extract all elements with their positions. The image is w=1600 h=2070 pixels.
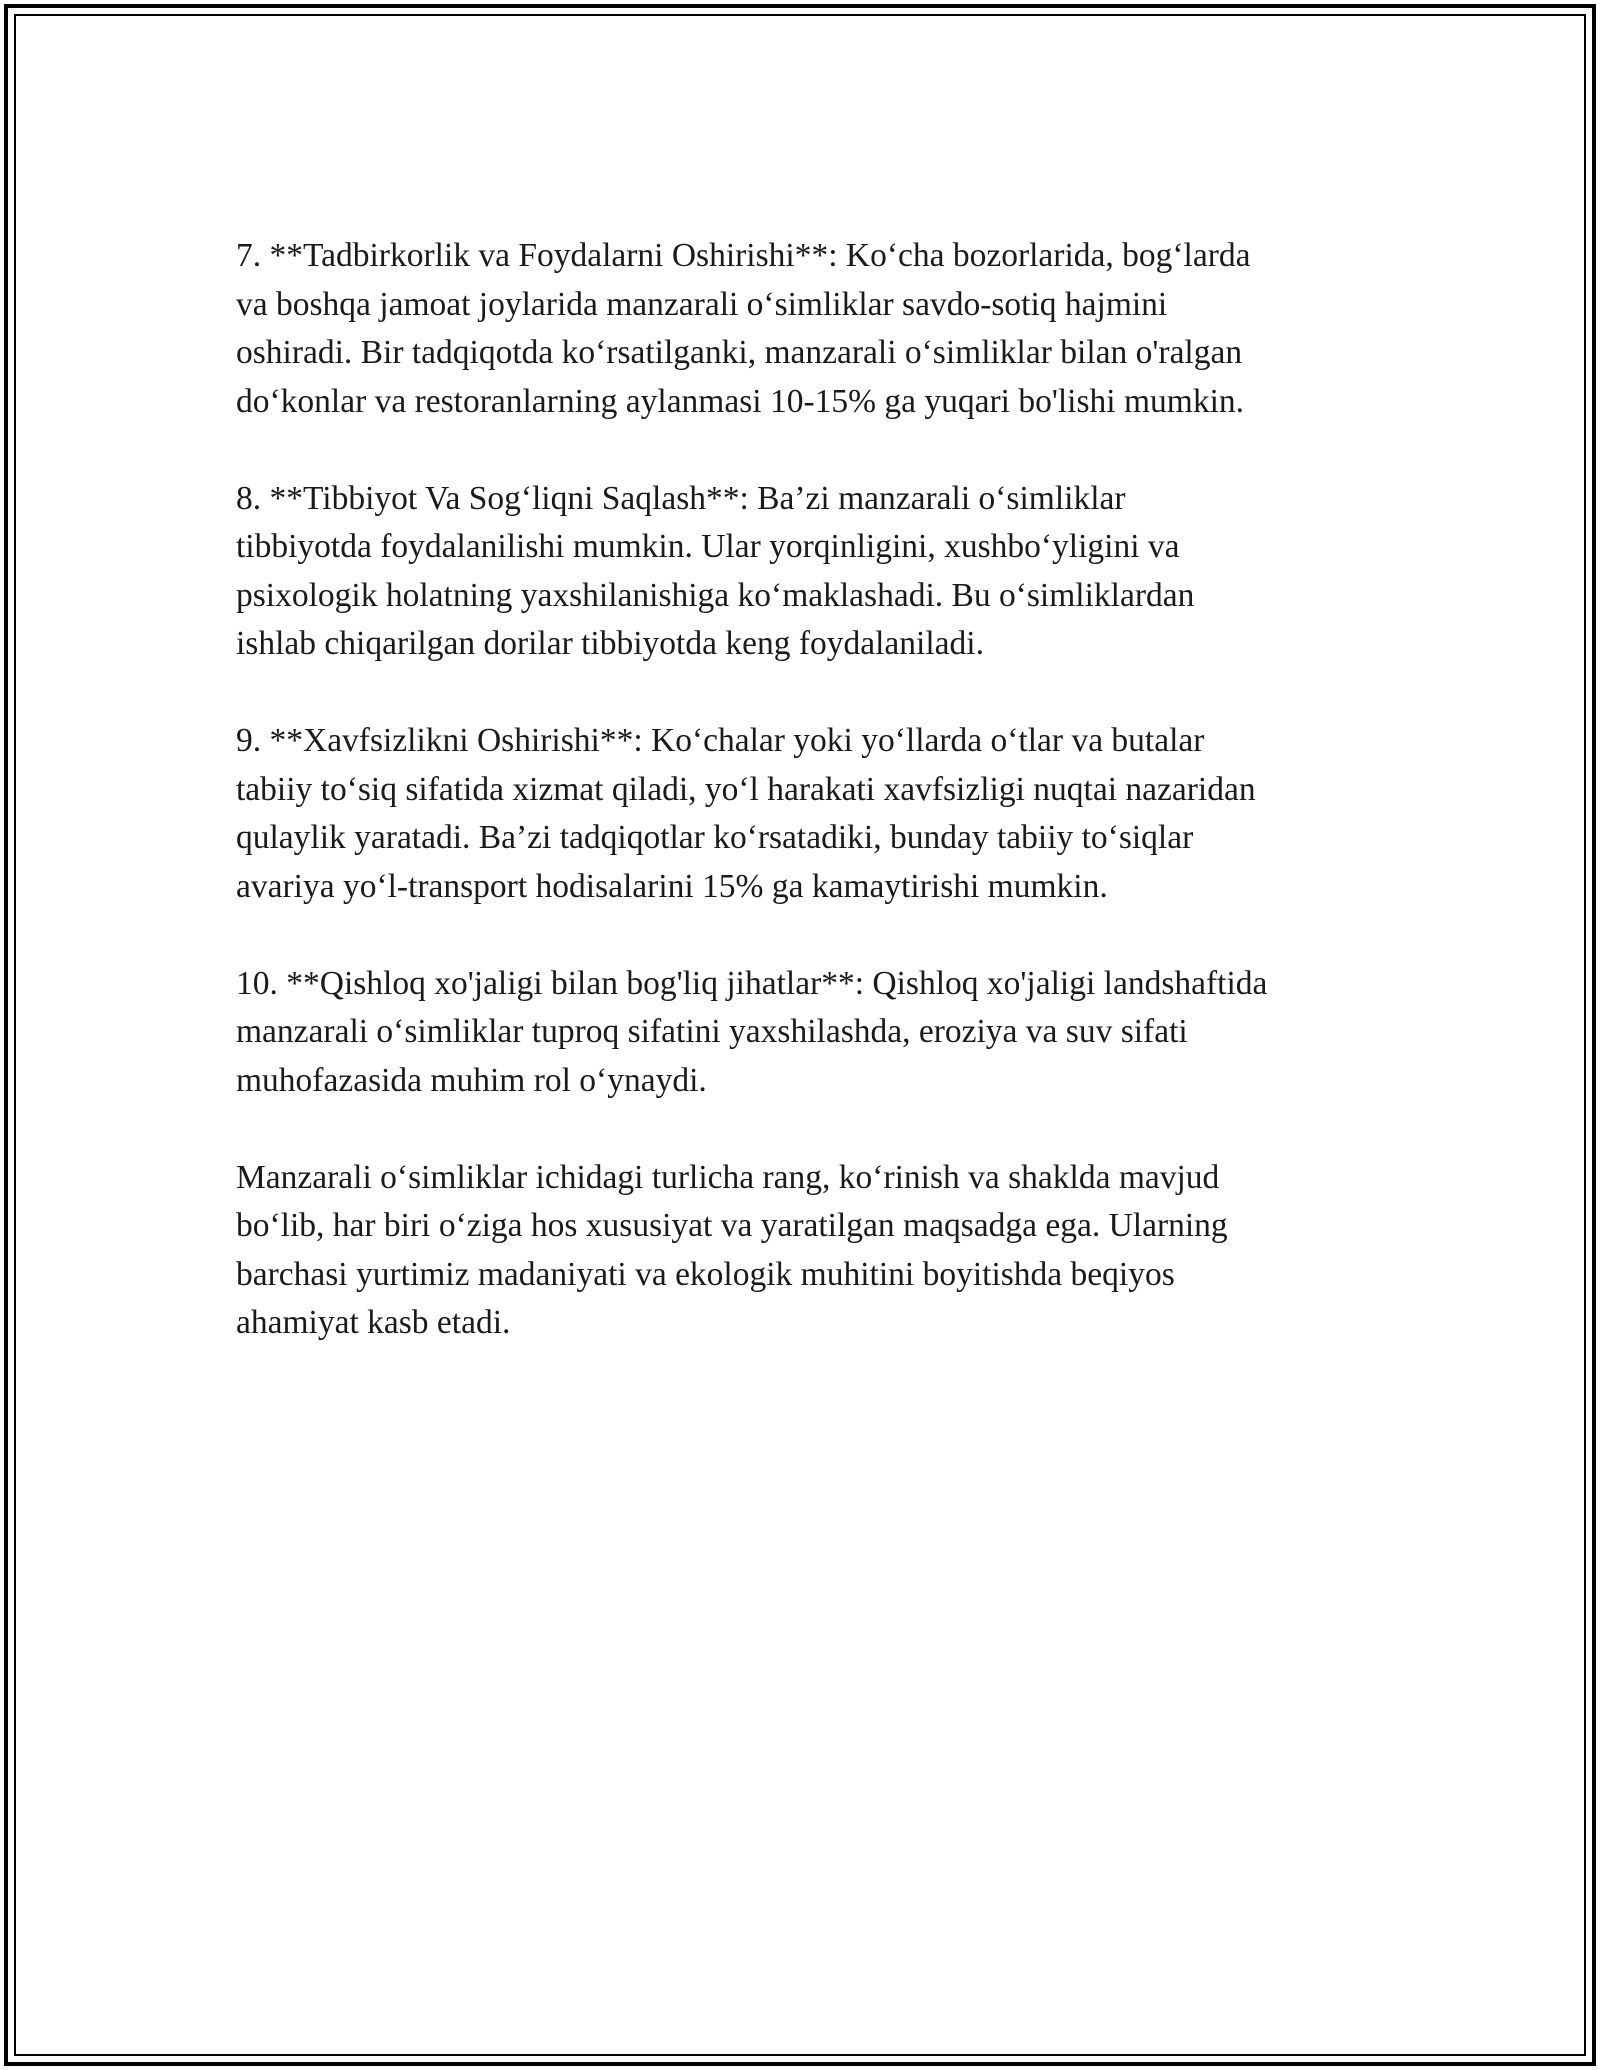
text-line: ishlab chiqarilgan dorilar tibbiyotda keng foydalaniladi. [236,625,984,662]
text-line: barchasi yurtimiz madaniyati va ekologik muhitini boyitishda beqiyos [236,1255,1175,1293]
text-line: 7. **Tadbirkorlik va Foydalarni Oshirishi**: Ko‘cha bozorlarida, bog‘larda [236,237,1251,274]
text-line: tabiiy to‘siq sifatida xizmat qiladi, yo‘l harakati xavfsizligi nuqtai nazaridan [236,770,1256,808]
text-line: do‘konlar va restoranlarning aylanmasi 10-15% ga yuqari bo'lishi mumkin. [236,382,1245,420]
text-line: Manzarali o‘simliklar ichidagi turlicha rang, ko‘rinish va shaklda mavjud [236,1158,1220,1196]
text-line: 9. **Xavfsizlikni Oshirishi**: Ko‘chalar yoki yo‘llarda o‘tlar va butalar [236,722,1205,759]
paragraph-conclusion [236,1154,1376,1348]
document-body [236,232,1376,1396]
text-line: psixologik holatning yaxshilanishiga ko‘maklashadi. Bu o‘simliklardan [236,576,1195,614]
paragraph-item-7 [236,232,1376,426]
paragraph-item-10 [236,960,1376,1106]
text-line: oshiradi. Bir tadqiqotda ko‘rsatilganki, manzarali o‘simliklar bilan o'ralgan [236,334,1243,371]
text-line: 10. **Qishloq xo'jaligi bilan bog'liq jihatlar**: Qishloq xo'jaligi landshaftida [236,964,1268,1002]
paragraph-item-8 [236,475,1376,669]
text-line: ahamiyat kasb etadi. [236,1304,511,1341]
text-line: va boshqa jamoat joylarida manzarali o‘simliklar savdo-sotiq hajmini [236,285,1168,323]
text-line: manzarali o‘simliklar tuproq sifatini yaxshilashda, eroziya va suv sifati [236,1013,1188,1050]
text-line: bo‘lib, har biri o‘ziga hos xususiyat va yaratilgan maqsadga ega. Ularning [236,1207,1228,1244]
text-line: avariya yo‘l-transport hodisalarini 15% ga kamaytirishi mumkin. [236,867,1108,905]
text-line: 8. **Tibbiyot Va Sog‘liqni Saqlash**: Ba’zi manzarali o‘simliklar [236,479,1126,517]
paragraph-item-9 [236,717,1376,911]
text-line: qulaylik yaratadi. Ba’zi tadqiqotlar ko‘rsatadiki, bunday tabiiy to‘siqlar [236,819,1194,856]
text-line: muhofazasida muhim rol o‘ynaydi. [236,1061,707,1099]
text-line: tibbiyotda foydalanilishi mumkin. Ular yorqinligini, xushbo‘yligini va [236,528,1180,565]
